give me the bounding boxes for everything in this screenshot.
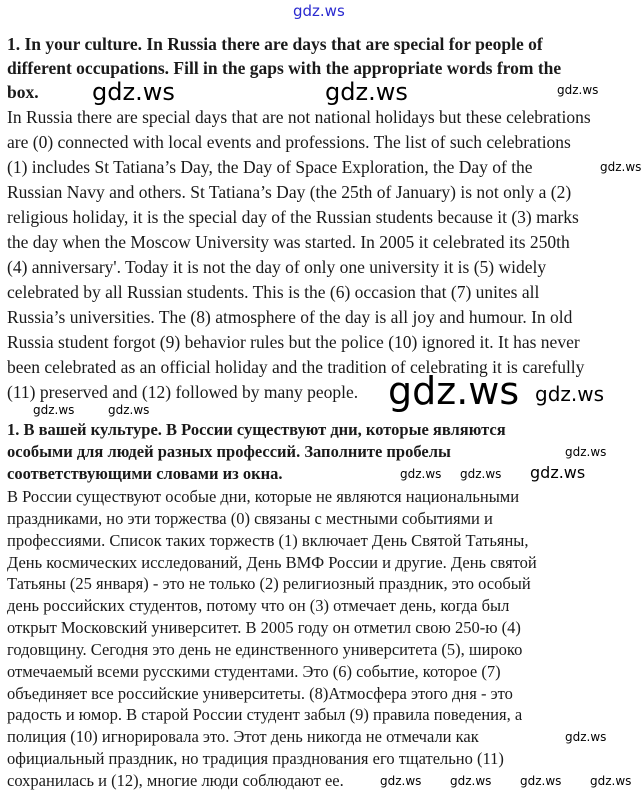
ru-body-line: открыт Московский университет. В 2005 году он отметил свою 250-ю (4)	[7, 618, 521, 637]
watermark: gdz.ws	[535, 382, 605, 406]
ru-body-line: профессиями. Список таких торжеств (1) включает День Святой Татьяны,	[7, 531, 529, 550]
ru-body-line: радость и юмор. В старой России студент забыл (9) правила поведения, а	[7, 705, 523, 724]
watermark: gdz.ws	[450, 774, 492, 788]
en-body-line: (4) anniversary'. Today it is not the day of only one university it is (5) widely	[7, 257, 547, 277]
watermark: gdz.ws	[388, 369, 520, 413]
watermark: gdz.ws	[460, 467, 502, 481]
ru-body-line: Татьяны (25 января) - это не только (2) религиозный праздник, это особый	[7, 574, 531, 593]
ru-heading-line: особыми для людей разных профессий. Заполните пробелы	[7, 442, 451, 461]
watermark: gdz.ws	[590, 774, 632, 788]
en-heading-line: box.	[7, 82, 39, 102]
ru-body-line: день российских студентов, потому что он (3) отмечает день, когда был	[7, 596, 510, 615]
watermark: gdz.ws	[92, 78, 175, 106]
en-body-line: the day when the Moscow University was started. In 2005 it celebrated its 250th	[7, 232, 570, 252]
watermark: gdz.ws	[108, 403, 150, 417]
en-body-line: (1) includes St Tatiana’s Day, the Day of Space Exploration, the Day of the	[7, 157, 533, 177]
ru-body-line: День космических исследований, День ВМФ России и другие. День святой	[7, 553, 537, 572]
ru-heading-line: 1. В вашей культуре. В России существуют дни, которые являются	[7, 420, 506, 439]
en-body-line: Russia’s universities. The (8) atmosphere of the day is all joy and humour. In old	[7, 307, 573, 327]
en-body-line: (11) preserved and (12) followed by many people.	[7, 382, 359, 402]
watermark: gdz.ws	[557, 83, 599, 97]
en-heading-line: different occupations. Fill in the gaps with the appropriate words from the	[7, 58, 562, 78]
en-body-line: In Russia there are special days that are not national holidays but these celebrations	[7, 107, 591, 127]
watermark: gdz.ws	[600, 160, 642, 174]
ru-body-line: официальный праздник, но традиция празднования его тщательно (11)	[7, 749, 504, 768]
ru-body-line: отмечаемый всеми русскими студентами. Это (6) событие, которое (7)	[7, 662, 501, 681]
en-body-line: religious holiday, it is the special day of the Russian students because it (3) marks	[7, 207, 579, 227]
watermark: gdz.ws	[565, 730, 607, 744]
watermark: gdz.ws	[520, 774, 562, 788]
ru-body-line: полиция (10) игнорировала это. Этот день никогда не отмечали как	[7, 727, 479, 746]
watermark: gdz.ws	[530, 463, 586, 482]
watermark: gdz.ws	[400, 467, 442, 481]
en-body-line: Russia student forgot (9) behavior rules but the police (10) ignored it. It has never	[7, 332, 580, 352]
watermark: gdz.ws	[33, 403, 75, 417]
watermark: gdz.ws	[565, 445, 607, 459]
ru-body-line: сохранилась и (12), многие люди соблюдают ее.	[7, 771, 344, 790]
en-body-line: Russian Navy and others. St Tatiana’s Day (the 25th of January) is not only a (2)	[7, 182, 572, 202]
watermark: gdz.ws	[293, 2, 345, 20]
en-body-line: been celebrated as an official holiday and the tradition of celebrating it is carefully	[7, 357, 585, 377]
en-heading-line: 1. In your culture. In Russia there are days that are special for people of	[7, 34, 543, 54]
en-body-line: celebrated by all Russian students. This is the (6) occasion that (7) unites all	[7, 282, 540, 302]
watermark: gdz.ws	[380, 774, 422, 788]
ru-body-line: объединяет все российские университеты. (8)Атмосфера этого дня - это	[7, 684, 513, 703]
ru-body-line: годовщину. Сегодня это день не единственного университета (5), широко	[7, 640, 523, 659]
watermark: gdz.ws	[325, 78, 408, 106]
ru-body-line: В России существуют особые дни, которые не являются национальными	[7, 487, 520, 506]
en-body-line: are (0) connected with local events and professions. The list of such celebrations	[7, 132, 571, 152]
ru-heading-line: соответствующими словами из окна.	[7, 464, 283, 483]
ru-body-line: праздниками, но эти торжества (0) связаны с местными событиями и	[7, 509, 493, 528]
